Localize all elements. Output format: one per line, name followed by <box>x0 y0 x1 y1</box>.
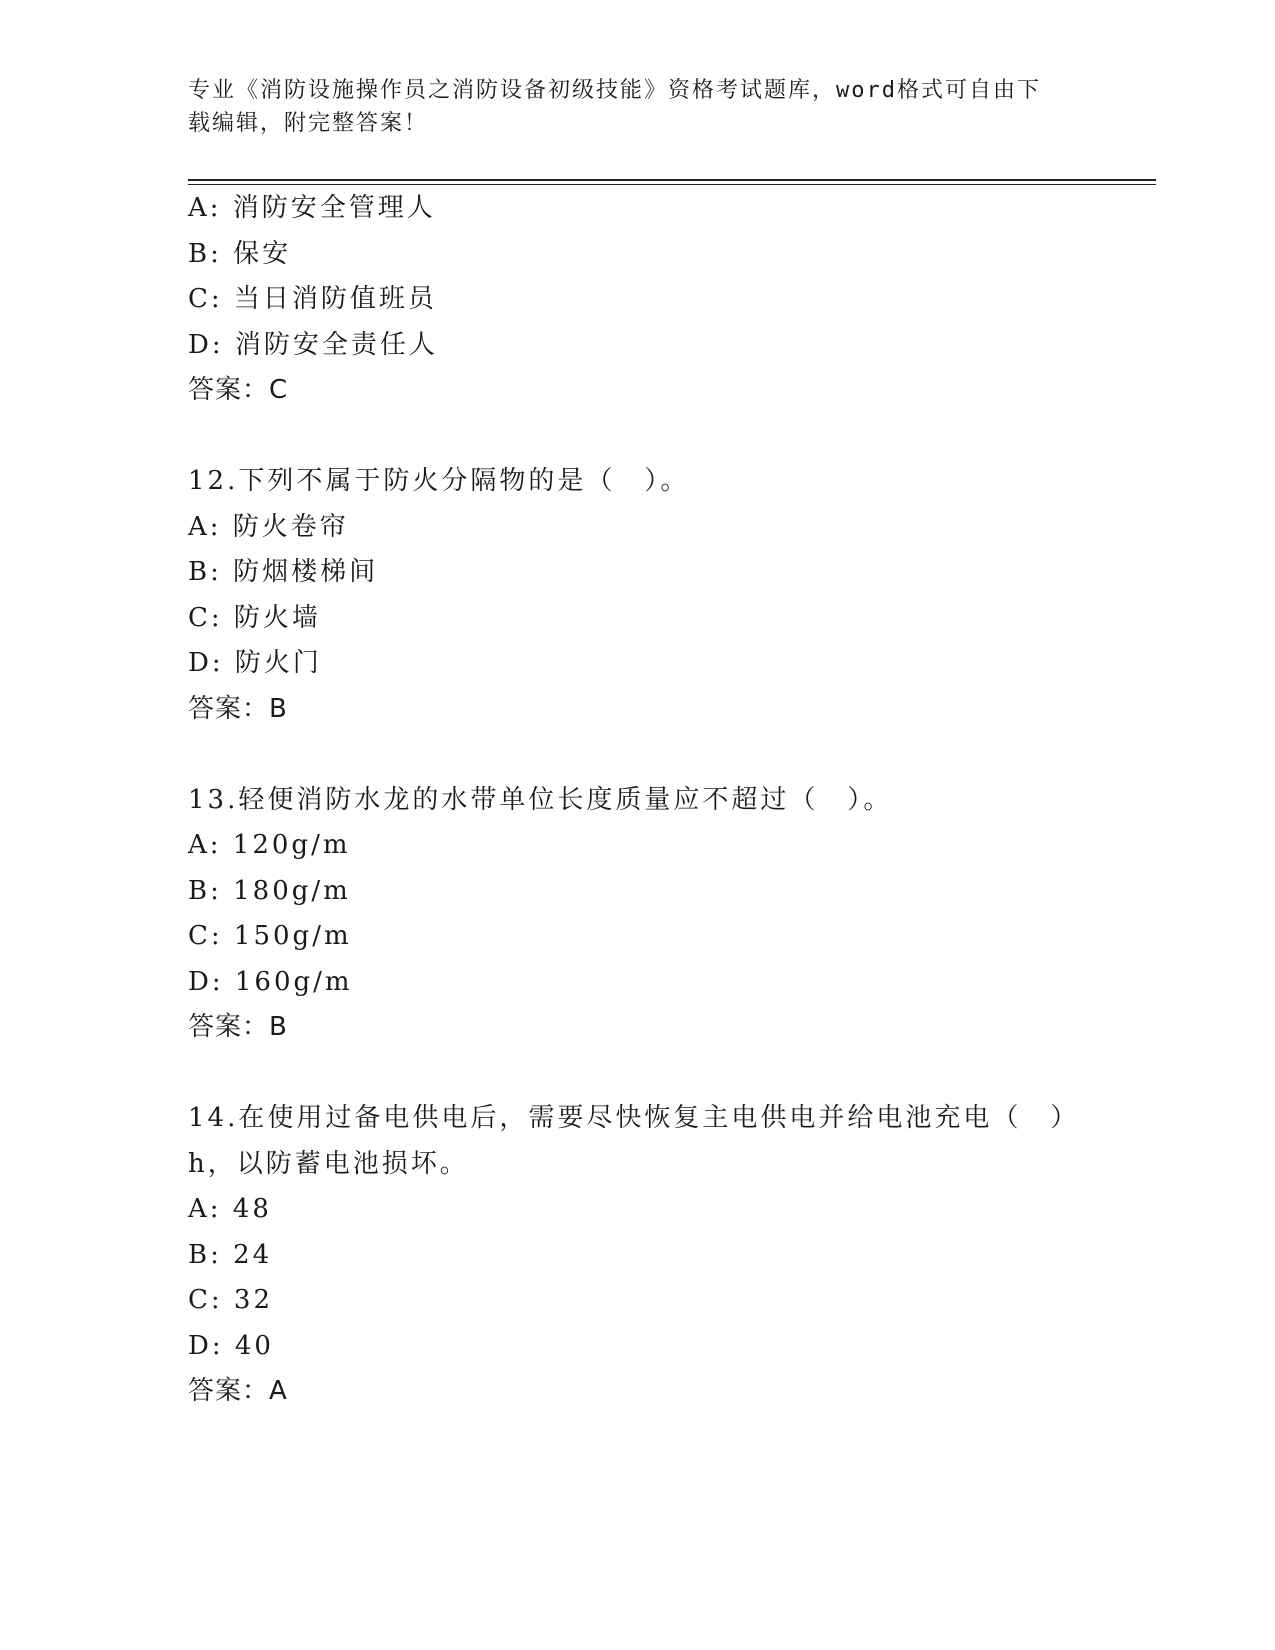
question-list <box>188 186 1148 1415</box>
option-b: B: 24 <box>188 1239 273 1270</box>
header-divider-thick <box>188 179 1156 181</box>
option-a: A: 消防安全管理人 <box>188 193 436 223</box>
document-header <box>188 74 1088 140</box>
answer-line: 答案：A <box>188 1376 288 1406</box>
answer-line: 答案：B <box>188 1012 288 1042</box>
option-d: D: 160g/m <box>188 966 353 997</box>
question-text-line-1: 14.在使用过备电供电后，需要尽快恢复主电供电并给电池充电（ ） <box>188 1103 1080 1133</box>
spacer <box>188 414 1148 460</box>
spacer <box>188 1051 1148 1097</box>
option-d: D: 防火门 <box>188 648 322 678</box>
answer-line: 答案：B <box>188 693 288 724</box>
option-c: C: 150g/m <box>188 921 352 951</box>
question-text: 12.下列不属于防火分隔物的是（ ）。 <box>188 466 690 496</box>
option-c: C: 防火墙 <box>188 602 321 633</box>
option-c: C: 当日消防值班员 <box>188 284 437 314</box>
header-line-1: 专业《消防设施操作员之消防设备初级技能》资格考试题库，word格式可自由下 <box>188 78 1041 103</box>
spacer <box>188 732 1148 778</box>
option-d: D: 40 <box>188 1330 274 1361</box>
header-divider-thin <box>188 184 1156 185</box>
answer-line: 答案：C <box>188 375 289 405</box>
question-text: 13.轻便消防水龙的水带单位长度质量应不超过（ ）。 <box>188 784 893 815</box>
header-line-2: 载编辑，附完整答案！ <box>188 111 429 136</box>
option-a: A: 48 <box>188 1194 272 1224</box>
option-b: B: 180g/m <box>188 875 351 906</box>
question-block <box>188 1096 1148 1415</box>
question-text-line-2: h，以防蓄电池损坏。 <box>188 1148 469 1179</box>
question-block <box>188 186 1148 414</box>
option-b: B: 保安 <box>188 238 292 269</box>
option-a: A: 防火卷帘 <box>188 511 349 542</box>
option-c: C: 32 <box>188 1285 274 1315</box>
option-a: A: 120g/m <box>188 830 351 860</box>
option-b: B: 防烟楼梯间 <box>188 557 379 587</box>
question-block <box>188 459 1148 732</box>
question-block <box>188 778 1148 1051</box>
option-d: D: 消防安全责任人 <box>188 329 438 360</box>
